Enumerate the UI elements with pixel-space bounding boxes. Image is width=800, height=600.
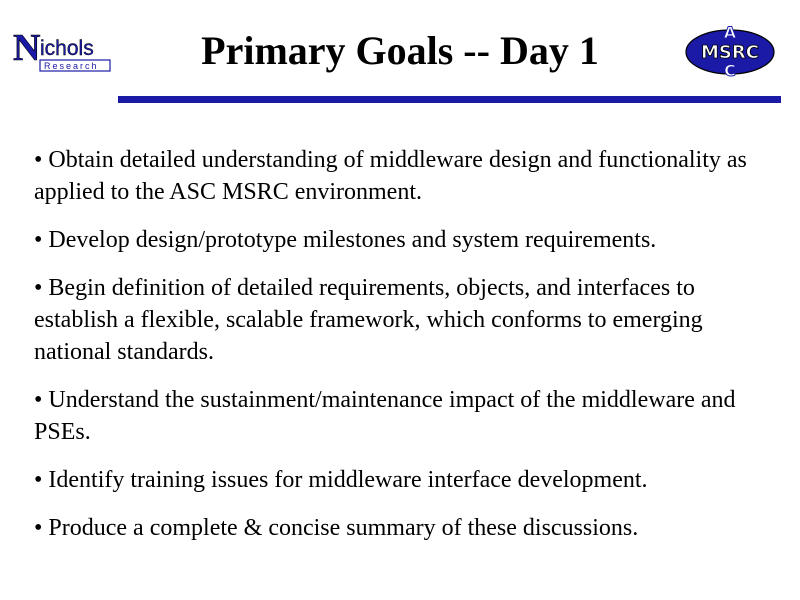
bullet-list <box>34 144 754 560</box>
bullet-text: Understand the sustainment/maintenance impact of the middleware and PSEs. <box>34 387 736 445</box>
header-rule <box>118 96 781 103</box>
bullet-text: Identify training issues for middleware interface development. <box>48 467 648 493</box>
bullet-item <box>34 464 754 496</box>
msrc-logo-msrc: MSRC <box>701 42 759 63</box>
msrc-logo-letter-c: C <box>724 61 736 80</box>
nichols-logo-wordmark: ichols <box>40 37 94 60</box>
bullet-text: Produce a complete & concise summary of these discussions. <box>48 515 639 541</box>
nichols-logo-n: N <box>13 30 41 69</box>
asc-msrc-logo <box>684 24 780 80</box>
bullet-item <box>34 384 754 448</box>
bullet-symbol: • <box>34 227 43 253</box>
bullet-symbol: • <box>34 515 43 541</box>
bullet-symbol: • <box>34 387 43 413</box>
slide-title: Primary Goals -- Day 1 <box>201 28 599 73</box>
msrc-logo-graphic <box>684 24 780 80</box>
bullet-text: Develop design/prototype milestones and system requirements. <box>48 227 657 253</box>
bullet-symbol: • <box>34 147 43 173</box>
bullet-text: Begin definition of detailed requirements, objects, and interfaces to establish a flexible, scalable framework, which conforms to emerging national standards. <box>34 275 703 365</box>
msrc-logo-letter-a: A <box>723 24 737 42</box>
nichols-research-logo <box>12 30 116 76</box>
bullet-item <box>34 224 754 256</box>
bullet-item <box>34 144 754 208</box>
bullet-item <box>34 512 754 544</box>
bullet-symbol: • <box>34 275 43 301</box>
nichols-logo-subtext: Research <box>44 61 99 71</box>
nichols-logo-graphic <box>12 30 116 76</box>
bullet-text: Obtain detailed understanding of middleware design and functionality as applied to the ASC MSRC environment. <box>34 147 747 205</box>
bullet-symbol: • <box>34 467 43 493</box>
bullet-item <box>34 272 754 368</box>
